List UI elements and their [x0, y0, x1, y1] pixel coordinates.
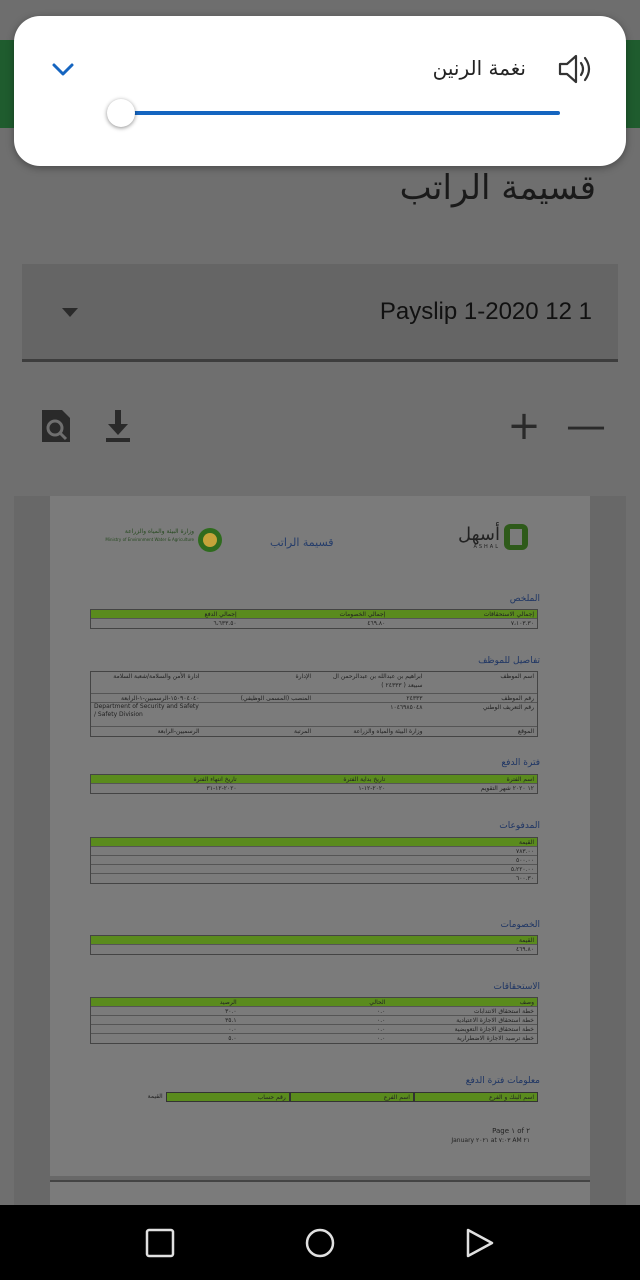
- zoom-out-icon[interactable]: —: [566, 403, 606, 449]
- payments-table: [90, 837, 538, 884]
- table-header: إجمالي الاستحقاقات: [483, 611, 534, 618]
- table-cell: خطة ترصيد الاجازة الاضطرارية: [456, 1035, 534, 1042]
- volume-label: نغمة الرنين: [432, 56, 526, 80]
- table-header: القيمة: [147, 1093, 163, 1100]
- table-cell: ٢٤٣٣٣: [406, 695, 423, 702]
- table-cell: [203, 703, 315, 726]
- payslip-doc-title: قسيمة الراتب: [270, 536, 334, 549]
- ministry-name: وزارة البيئة والمياه والزراعة: [124, 528, 194, 535]
- table-cell: ٦،٦٣٣.٥٠: [213, 620, 237, 627]
- table-cell: ٠.٠: [376, 1026, 386, 1033]
- table-cell: ٥،٢٢٠.٠٠: [510, 866, 534, 873]
- section-summary: الملخص: [509, 594, 540, 604]
- navigation-bar: [0, 1205, 640, 1280]
- table-cell: خطة استحقاق الانتدابات: [473, 1008, 534, 1015]
- page-footer: Page ١ of ٢: [492, 1127, 530, 1135]
- table-header: اسم البنك و الفرع: [414, 1092, 538, 1102]
- period-table: [90, 774, 538, 794]
- table-header: وصف: [519, 999, 534, 1006]
- pdf-page-1[interactable]: [50, 496, 590, 1176]
- preview-search-icon[interactable]: [36, 406, 76, 446]
- table-cell: ٢٠٢٠-١٢-١: [358, 785, 386, 792]
- page-title: قسيمة الراتب: [399, 168, 596, 208]
- table-cell: ادارة الأمن والسلامة/شعبة السلامة: [113, 673, 200, 680]
- triangle-back-icon[interactable]: [464, 1227, 496, 1259]
- timestamp: January ٢٠٢١ at ٧:٠٣ AM ٢١: [451, 1137, 530, 1144]
- table-cell: ٠.٠: [376, 1017, 386, 1024]
- payslip-dropdown[interactable]: [22, 264, 618, 362]
- table-cell: وزارة البيئة والمياه والزراعة: [353, 728, 423, 735]
- table-header: القيمة: [518, 937, 534, 944]
- table-cell: الموقع: [517, 728, 534, 735]
- table-header: رقم حساب: [166, 1092, 290, 1102]
- section-deductions: الخصومات: [500, 920, 540, 930]
- brand-latin: ASHAL: [473, 544, 500, 550]
- zoom-in-icon[interactable]: +: [507, 403, 541, 449]
- section-pay-info: معلومات فترة الدفع: [465, 1076, 540, 1086]
- table-header: تاريخ بداية الفترة: [343, 776, 386, 783]
- table-header: اسم الفرع: [290, 1092, 414, 1102]
- section-accruals: الاستحقاقات: [493, 982, 540, 992]
- table-cell: Department of Security and Safety / Safety Division: [94, 703, 199, 718]
- table-cell: ١٠٤٦٩٨٥٠٤٨: [390, 704, 423, 711]
- table-header: الرصيد: [219, 999, 237, 1006]
- table-cell: ٠.٠: [228, 1026, 237, 1033]
- table-header: إجمالي الدفع: [204, 611, 237, 618]
- deductions-table: [90, 935, 538, 955]
- table-cell: الرسميين-الرابعة: [157, 728, 200, 735]
- table-cell: ٥٠٠.٠٠: [515, 857, 534, 864]
- accruals-table: [90, 997, 538, 1044]
- square-recent-icon[interactable]: [144, 1227, 176, 1259]
- table-cell: ١٢ ٢٠٢٠ شهر التقويم: [480, 785, 534, 792]
- volume-slider-thumb[interactable]: [107, 99, 135, 127]
- pay-info-table: [90, 1092, 538, 1102]
- brand-name: أسهل: [457, 524, 500, 545]
- table-cell: ٥.٠: [228, 1035, 237, 1042]
- table-cell: المرتبة: [294, 728, 311, 735]
- table-cell: خطة استحقاق الاجازة الاعتيادية: [456, 1017, 534, 1024]
- table-cell: ٠.٠: [376, 1035, 386, 1042]
- table-header: تاريخ انتهاء الفترة: [193, 776, 237, 783]
- table-cell: المنصب (المسمى الوظيفي): [240, 695, 311, 702]
- table-cell: ٣٠.٠: [225, 1008, 237, 1015]
- table-header: الحالي: [369, 999, 386, 1006]
- table-cell: خطة استحقاق الاجازة التعويضية: [454, 1026, 534, 1033]
- download-icon[interactable]: [98, 406, 138, 446]
- table-cell: ابراهيم بن عبدالله بن عبدالرحمن ال سبيعد ( ٢٤٣٣٣ ): [332, 673, 423, 689]
- table-header: إجمالي الخصومات: [339, 611, 386, 618]
- volume-panel[interactable]: [14, 16, 626, 166]
- table-cell: ١٥٠٩٠٤٠٤٠-الرسميين-١-الرابعة: [121, 695, 200, 702]
- table-cell: رقم الموظف: [501, 695, 534, 702]
- section-payments: المدفوعات: [499, 821, 540, 831]
- table-cell: ٠.٠: [376, 1008, 386, 1015]
- ministry-logo: [105, 526, 224, 554]
- chevron-down-icon[interactable]: [50, 58, 76, 80]
- table-header: اسم الفترة: [506, 776, 534, 783]
- section-employee: تفاصيل للموظف: [478, 656, 540, 666]
- section-period: فترة الدفع: [501, 758, 540, 768]
- table-cell: ٣٥.١: [225, 1017, 237, 1024]
- table-header: القيمة: [518, 839, 534, 846]
- speaker-icon[interactable]: [556, 52, 596, 86]
- ministry-name-en: Ministry of Environment Water & Agriculture: [105, 537, 194, 542]
- table-cell: الإدارة: [295, 673, 311, 680]
- payslip-dropdown-value: Payslip 1-2020 12 1: [379, 298, 592, 325]
- circle-home-icon[interactable]: [304, 1227, 336, 1259]
- employee-table: [90, 671, 538, 737]
- ashal-logo: [430, 522, 530, 552]
- table-cell: ٧،١٠٣.٣٠: [510, 620, 534, 627]
- table-cell: ٧٨٣.٠٠: [515, 848, 534, 855]
- summary-table: [90, 609, 538, 629]
- table-cell: ٤٦٩.٨٠: [515, 946, 534, 953]
- table-cell: ٢٠٢٠-١٢-٣١: [206, 785, 237, 792]
- table-cell: اسم الموظف: [500, 673, 534, 680]
- volume-slider-track[interactable]: [120, 111, 560, 115]
- table-cell: ٤٦٩.٨٠: [367, 620, 386, 627]
- table-cell: ٦٠٠.٣٠: [515, 875, 534, 882]
- table-cell: رقم التعريف الوطني: [482, 704, 534, 711]
- dropdown-caret-icon: [62, 308, 78, 317]
